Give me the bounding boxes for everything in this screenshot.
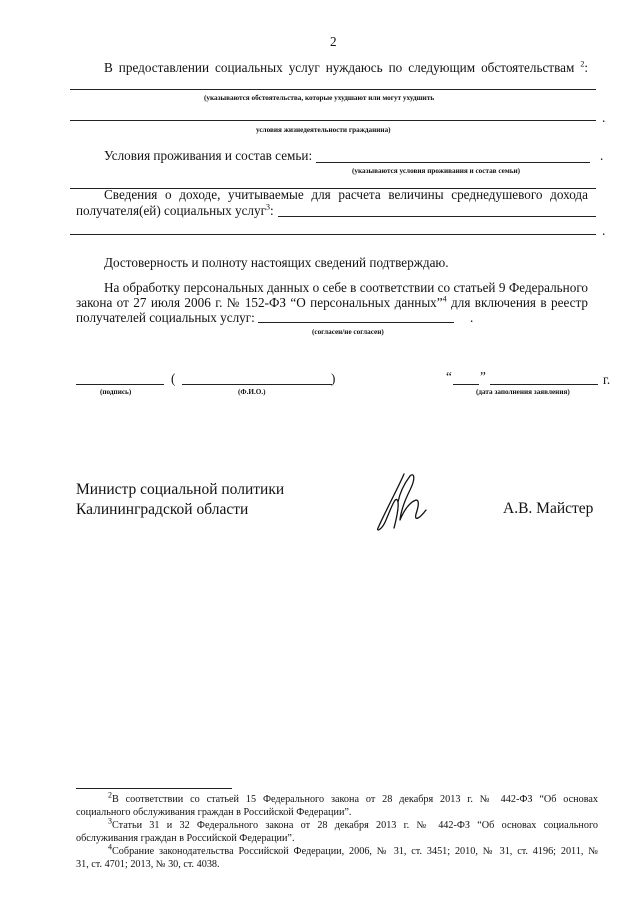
consent-input-line[interactable] xyxy=(258,322,454,323)
minister-name: А.В. Майстер xyxy=(503,500,594,517)
date-year-suffix: г. xyxy=(603,372,611,387)
date-label: (дата заполнения заявления) xyxy=(476,388,570,396)
signature-line[interactable] xyxy=(76,384,164,385)
date-month-line[interactable] xyxy=(490,384,598,385)
minister-title: Министр социальной политики Калининградской области xyxy=(76,481,285,518)
circumstances-line-1[interactable] xyxy=(70,89,596,90)
date-quote-open: “ xyxy=(446,369,452,384)
consent-dot: . xyxy=(470,310,474,325)
fio-line[interactable] xyxy=(182,384,332,385)
circumstances-hint-1: (указываются обстоятельства, которые ухудшают или могут ухудшить xyxy=(204,94,435,102)
consent-line-1: На обработку персональных данных о себе в соответствии со статьей 9 Федерального xyxy=(104,280,588,295)
page-number: 2 xyxy=(330,34,337,49)
circumstances-line-2[interactable] xyxy=(70,120,596,121)
footnote-ref-3: 3 xyxy=(266,202,271,212)
living-dot: . xyxy=(600,148,604,163)
footnote-ref-2: 2 xyxy=(580,59,585,69)
footnote-separator xyxy=(76,788,232,789)
footnote-ref-4: 4 xyxy=(442,294,447,304)
sign-label: (подпись) xyxy=(100,388,132,396)
living-label: Условия проживания и состав семьи: xyxy=(104,148,313,163)
income-input-line[interactable] xyxy=(278,216,596,217)
consent-line-3: получателей социальных услуг: xyxy=(76,310,255,325)
minister-signature xyxy=(368,466,440,536)
fio-close-paren: ) xyxy=(331,371,336,386)
fio-open-paren: ( xyxy=(171,371,176,386)
footnote-3: $^3$Статьи 31 и 32 Федерального закона от 28 декабря 2013 г. № 442-ФЗ “Об основах социального обслуживания граждан в Российской Федерации”. xyxy=(76,816,598,844)
income-line-3[interactable] xyxy=(70,234,596,235)
confirm-statement: Достоверность и полноту настоящих сведений подтверждаю. xyxy=(104,255,449,270)
living-input-line[interactable] xyxy=(316,162,590,163)
income-dot: . xyxy=(602,223,606,238)
income-line-1: Сведения о доходе, учитываемые для расчета величины среднедушевого дохода xyxy=(104,187,588,202)
consent-hint: (согласен/не согласен) xyxy=(312,328,384,336)
circumstances-hint-2: условия жизнедеятельности гражданина) xyxy=(256,126,391,134)
fio-label: (Ф.И.О.) xyxy=(238,388,266,396)
footnote-4: $^4$Собрание законодательства Российской Федерации, 2006, № 31, ст. 3451; 2010, № 31, ст. 4196; 2011, № 31, ст. 4701; 2013, № 30, ст. 4038. xyxy=(76,842,598,870)
date-day-line[interactable] xyxy=(453,384,479,385)
income-line-2: получателя(ей) социальных услуг$^3$: xyxy=(76,202,274,218)
date-quote-close: ” xyxy=(480,369,486,384)
circumstances-intro: В предоставлении социальных услуг нуждаюсь по следующим обстоятельствам $^2$: xyxy=(104,59,589,75)
circumstances-dot: . xyxy=(602,110,606,125)
consent-line-2: закона от 27 июля 2006 г. № 152-ФЗ “О персональных данных”$^4$ для включения в реестр xyxy=(76,294,588,310)
living-hint: (указываются условия проживания и состав семьи) xyxy=(352,167,521,175)
footnote-2: $^2$В соответствии со статьей 15 Федерального закона от 28 декабря 2013 г. № 442-ФЗ “Об основах социального обслуживания граждан в Российской Федерации”. xyxy=(76,790,598,818)
